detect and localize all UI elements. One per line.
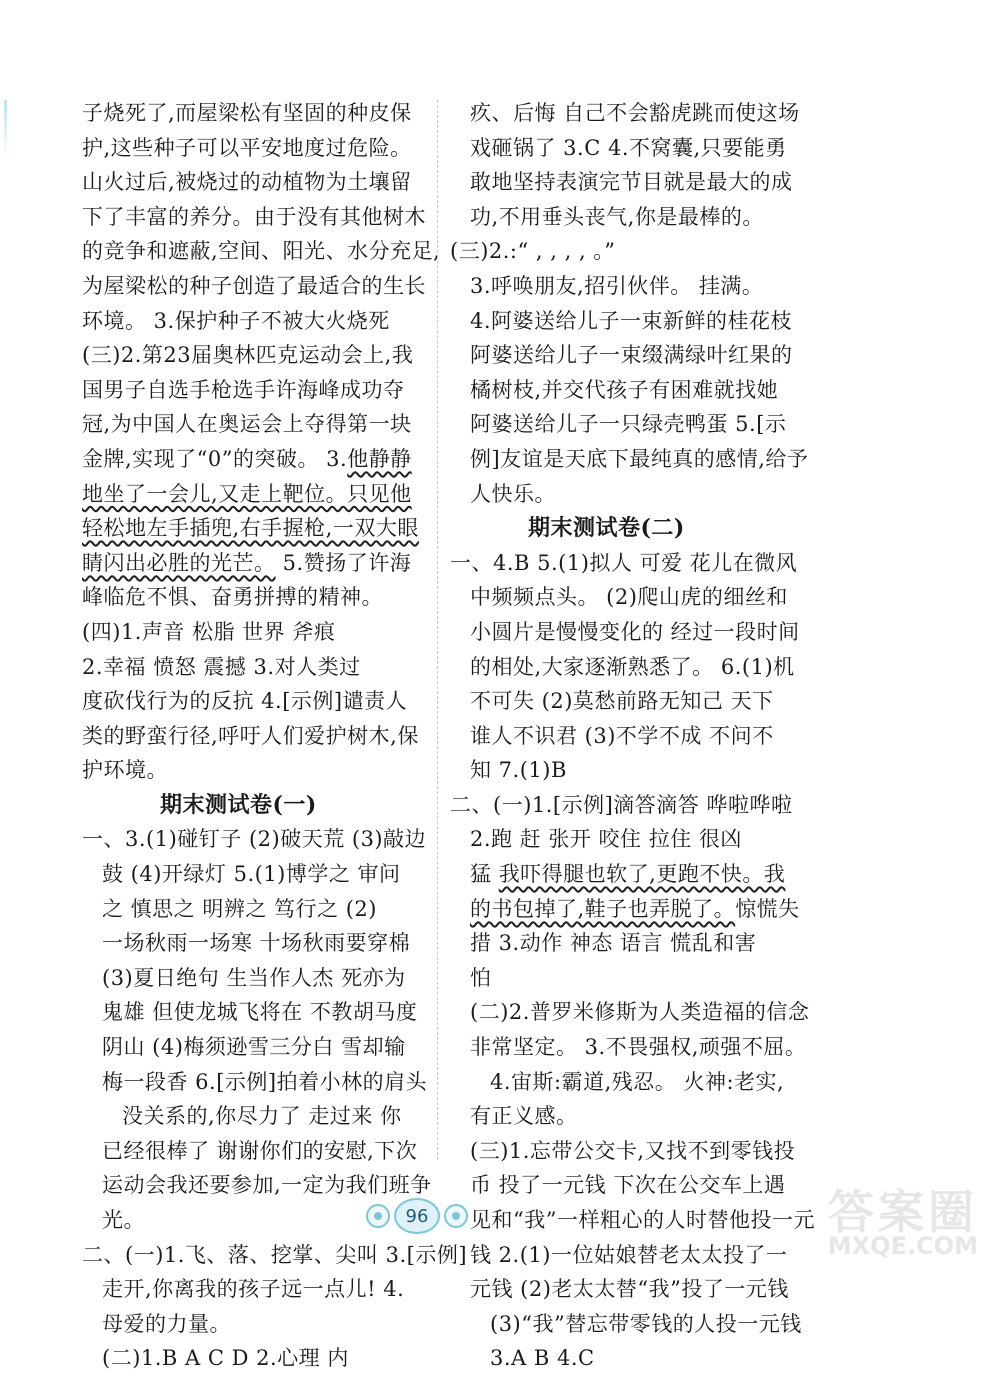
text-line: 护,这些种子可以平安地度过危险。 <box>82 135 412 160</box>
underlined-text: 我吓得腿也软了,更跑不快。我 <box>498 862 786 887</box>
text-line: 已经很棒了 谢谢你们的安慰,下次 <box>102 1138 418 1163</box>
text-line: 功,不用垂头丧气,你是最棒的。 <box>470 204 764 229</box>
text-line: 没关系的,你尽力了 走过来 你 <box>122 1104 402 1129</box>
text-line: 例]友谊是天底下最纯真的感情,给予 <box>470 446 809 471</box>
text-line: 的竞争和遮蔽,空间、阳光、水分充足, <box>82 239 441 264</box>
text-line: 元钱 (2)老太太替“我”投了一元钱 <box>470 1277 789 1302</box>
text-line: 山火过后,被烧过的动植物为土壤留 <box>82 170 412 195</box>
text-line: 怕 <box>470 965 492 990</box>
text-line: (3)“我”替忘带零钱的人投一元钱 <box>490 1311 802 1336</box>
margin-decoration <box>4 100 7 160</box>
text-line: 的相处,大家逐渐熟悉了。 6.(1)机 <box>470 654 795 679</box>
text-line: (三)1.忘带公交卡,又找不到零钱投 <box>470 1138 796 1163</box>
text-line: 3.A B 4.C <box>490 1346 595 1371</box>
text-line: 小圆片是慢慢变化的 经过一段时间 <box>470 619 800 644</box>
text-line: 阿婆送给儿子一束缀满绿叶红果的 <box>470 343 793 368</box>
text-line <box>450 892 800 927</box>
text-line: 中频频点头。 (2)爬山虎的细丝和 <box>470 585 788 610</box>
text-line <box>82 546 427 581</box>
text-line: 冠,为中国人在奥运会上夺得第一块 <box>82 412 412 437</box>
text-line: 为屋梁松的种子创造了最适合的生长 <box>82 273 426 298</box>
text-line: 二、(一)1.飞、落、挖掌、尖叫 3.[示例] <box>82 1242 468 1267</box>
text-line: 之 慎思之 明辨之 笃行之 (2) <box>102 896 377 921</box>
watermark <box>788 1176 988 1266</box>
text-line <box>82 477 427 512</box>
text-line: 峰临危不惧、奋勇拼搏的精神。 <box>82 585 383 610</box>
text-line: 鼓 (4)开绿灯 5.(1)博学之 审问 <box>102 862 401 887</box>
text-line: 一场秋雨一场寒 十场秋雨要穿棉 <box>102 931 411 956</box>
text-line: 钱 2.(1)一位姑娘替老太太投了一 <box>470 1242 788 1267</box>
text-line: (四)1.声音 松脂 世界 斧痕 <box>82 619 336 644</box>
text-line: 光。 <box>102 1208 145 1232</box>
page-number: 96 <box>394 1198 440 1234</box>
underlined-text: 的书包掉了,鞋子也弄脱了。 <box>470 896 736 921</box>
text-segment: 5.赞扬了许海 <box>275 550 412 575</box>
text-line: 2.幸福 愤怒 震撼 3.对人类过 <box>82 654 361 679</box>
text-line: 币 投了一元钱 下次在公交车上遇 <box>470 1173 786 1198</box>
text-line: (三)2.:“ , , , , 。” <box>450 239 616 264</box>
text-line: 非常坚定。 3.不畏强权,顽强不屈。 <box>470 1035 807 1060</box>
text-line: 4.阿婆送给儿子一束新鲜的桂花枝 <box>470 308 793 333</box>
underlined-text: 地坐了一会儿,又走上靶位。只见他 <box>82 481 412 506</box>
underlined-text: 睛闪出必胜的光芒。 <box>82 550 276 575</box>
text-line: 措 3.动作 神态 语言 慌乱和害 <box>470 931 757 956</box>
text-line <box>82 511 427 546</box>
right-column <box>450 96 815 1376</box>
text-line: 运动会我还要参加,一定为我们班争 <box>102 1173 432 1198</box>
text-line: 下了丰富的养分。由于没有其他树木 <box>82 204 426 229</box>
text-line <box>450 857 795 892</box>
section-heading: 期末测试卷(二) <box>528 515 685 542</box>
text-line: 阿婆送给儿子一只绿壳鸭蛋 5.[示 <box>470 412 787 437</box>
text-line: 人快乐。 <box>470 481 556 506</box>
text-line: 4.宙斯:霸道,残忍。 火神:老实, <box>490 1069 785 1094</box>
text-line: 有正义感。 <box>470 1104 578 1129</box>
text-line: 谁人不识君 (3)不学不成 不问不 <box>470 723 774 748</box>
text-line: 疚、后悔 自己不会豁虎跳而使这场 <box>470 101 800 125</box>
text-line: (3)夏日绝句 生当作人杰 死亦为 <box>102 965 406 990</box>
text-line: 一、4.B 5.(1)拟人 可爱 花儿在微风 <box>450 550 798 575</box>
text-line: 敢地坚持表演完节目就是最大的成 <box>470 170 793 195</box>
underlined-text: 轻松地左手插兜,右手握枪,一双大眼 <box>82 516 419 541</box>
text-line: 环境。 3.保护种子不被大火烧死 <box>82 308 390 333</box>
text-line <box>82 442 427 477</box>
text-line: 3.呼唤朋友,招引伙伴。 挂满。 <box>470 273 764 298</box>
text-line: 二、(一)1.[示例]滴答滴答 哗啦哗啦 <box>450 792 793 817</box>
column-divider <box>437 100 438 1160</box>
flower-ornament-icon <box>366 1204 390 1228</box>
text-line: (二)1.B A C D 2.心理 内 <box>102 1346 349 1371</box>
text-segment: 金牌,实现了“0”的突破。 3. <box>82 446 348 471</box>
text-line: 护环境。 <box>82 758 168 783</box>
text-line: 戏砸锅了 3.C 4.不窝囊,只要能勇 <box>470 135 787 160</box>
watermark-url: MXQE.COM <box>827 1232 978 1260</box>
text-line: 见和“我”一样粗心的人时替他投一元 <box>470 1208 815 1232</box>
text-line: 类的野蛮行径,呼吁人们爱护树木,保 <box>82 723 419 748</box>
watermark-logo: 答案圈 <box>828 1185 978 1239</box>
text-line: 知 7.(1)B <box>470 758 567 783</box>
page-number-badge <box>360 1190 470 1240</box>
text-line: 一、3.(1)碰钉子 (2)破天荒 (3)敲边 <box>82 827 427 852</box>
text-segment: 猛 <box>470 862 499 887</box>
text-line: 橘树枝,并交代孩子有困难就找她 <box>470 377 779 402</box>
text-line: 母爱的力量。 <box>102 1311 231 1336</box>
left-column <box>82 96 468 1376</box>
text-line: (三)2.第23届奥林匹克运动会上,我 <box>82 343 414 368</box>
text-line: 子烧死了,而屋梁松有坚固的种皮保 <box>82 101 412 125</box>
flower-ornament-icon <box>444 1204 468 1228</box>
underlined-text: 他静静 <box>347 446 412 471</box>
text-line: 梅一段香 6.[示例]拍着小林的肩头 <box>102 1069 428 1094</box>
text-line: 度砍伐行为的反抗 4.[示例]谴责人 <box>82 689 408 714</box>
text-line: 走开,你离我的孩子远一点儿! 4. <box>102 1277 405 1302</box>
text-line: 不可失 (2)莫愁前路无知己 天下 <box>470 689 774 714</box>
text-line: (二)2.普罗米修斯为人类造福的信念 <box>470 1000 810 1025</box>
text-line: 2.跑 赶 张开 咬住 拉住 很凶 <box>470 827 742 852</box>
text-line: 国男子自选手枪选手许海峰成功夺 <box>82 377 405 402</box>
text-segment: 惊慌失 <box>735 896 800 921</box>
text-line: 阴山 (4)梅须逊雪三分白 雪却输 <box>102 1035 406 1060</box>
text-line: 鬼雄 但使龙城飞将在 不教胡马度 <box>102 1000 418 1025</box>
section-heading: 期末测试卷(一) <box>160 791 317 818</box>
